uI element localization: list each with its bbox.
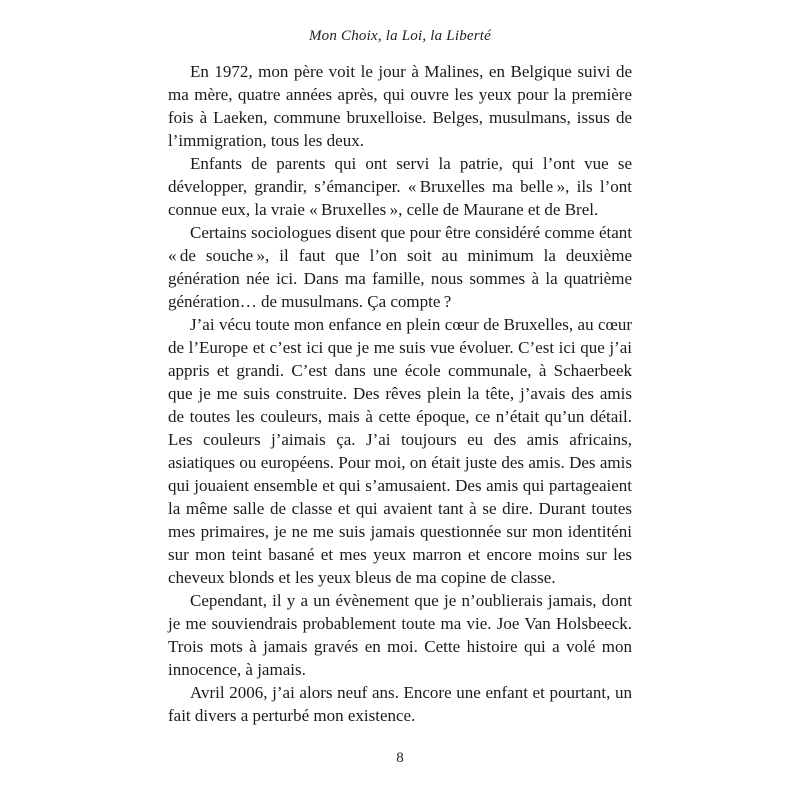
body-paragraph: Enfants de parents qui ont servi la patrie, qui l’ont vue se développer, grandir, s’émanciper. « Bruxelles ma belle », ils l’ont connue eux, la vraie « Bruxelles », celle de Maurane et de Brel. [168, 154, 632, 219]
body-paragraph: Avril 2006, j’ai alors neuf ans. Encore une enfant et pourtant, un fait divers a perturbé mon existence. [168, 683, 632, 725]
page-number: 8 [396, 750, 404, 766]
body-paragraph: Certains sociologues disent que pour être considéré comme étant « de souche », il faut que l’on soit au minimum la deuxième génération née ici. Dans ma famille, nous sommes à la quatrième génération… de musulmans. Ça compte ? [168, 223, 632, 311]
running-header: Mon Choix, la Loi, la Liberté [308, 28, 492, 44]
body-paragraph: J’ai vécu toute mon enfance en plein cœur de Bruxelles, au cœur de l’Europe et c’est ici que je me suis vue évoluer. C’est ici que j’ai appris et grandi. C’est dans une école communale, à Schaerbeek que je me suis construite. Des rêves plein la tête, j’avais des amis de toutes les couleurs, mais à cette époque, ce n’était qu’un détail. Les couleurs j’aimais ça. J’ai toujours eu des amis africains, asiatiques ou européens. Pour moi, on était juste des amis. Des amis qui jouaient ensemble et qui s’amusaient. Des amis qui partageaient la même salle de classe et qui avaient tant à se dire. Durant toutes mes primaires, je ne me suis jamais questionnée sur mon identiténi sur mon teint basané et mes yeux marron et encore moins sur les cheveux blonds et les yeux bleus de ma copine de classe. [168, 315, 632, 587]
body-text-block [168, 60, 632, 727]
body-paragraph: En 1972, mon père voit le jour à Malines, en Belgique suivi de ma mère, quatre années après, qui ouvre les yeux pour la première fois à Laeken, commune bruxelloise. Belges, musulmans, issus de l’immigration, tous les deux. [168, 62, 632, 150]
body-paragraph: Cependant, il y a un évènement que je n’oublierais jamais, dont je me souviendrais probablement toute ma vie. Joe Van Holsbeeck. Trois mots à jamais gravés en moi. Cette histoire qui a volé mon innocence, à jamais. [168, 591, 632, 679]
